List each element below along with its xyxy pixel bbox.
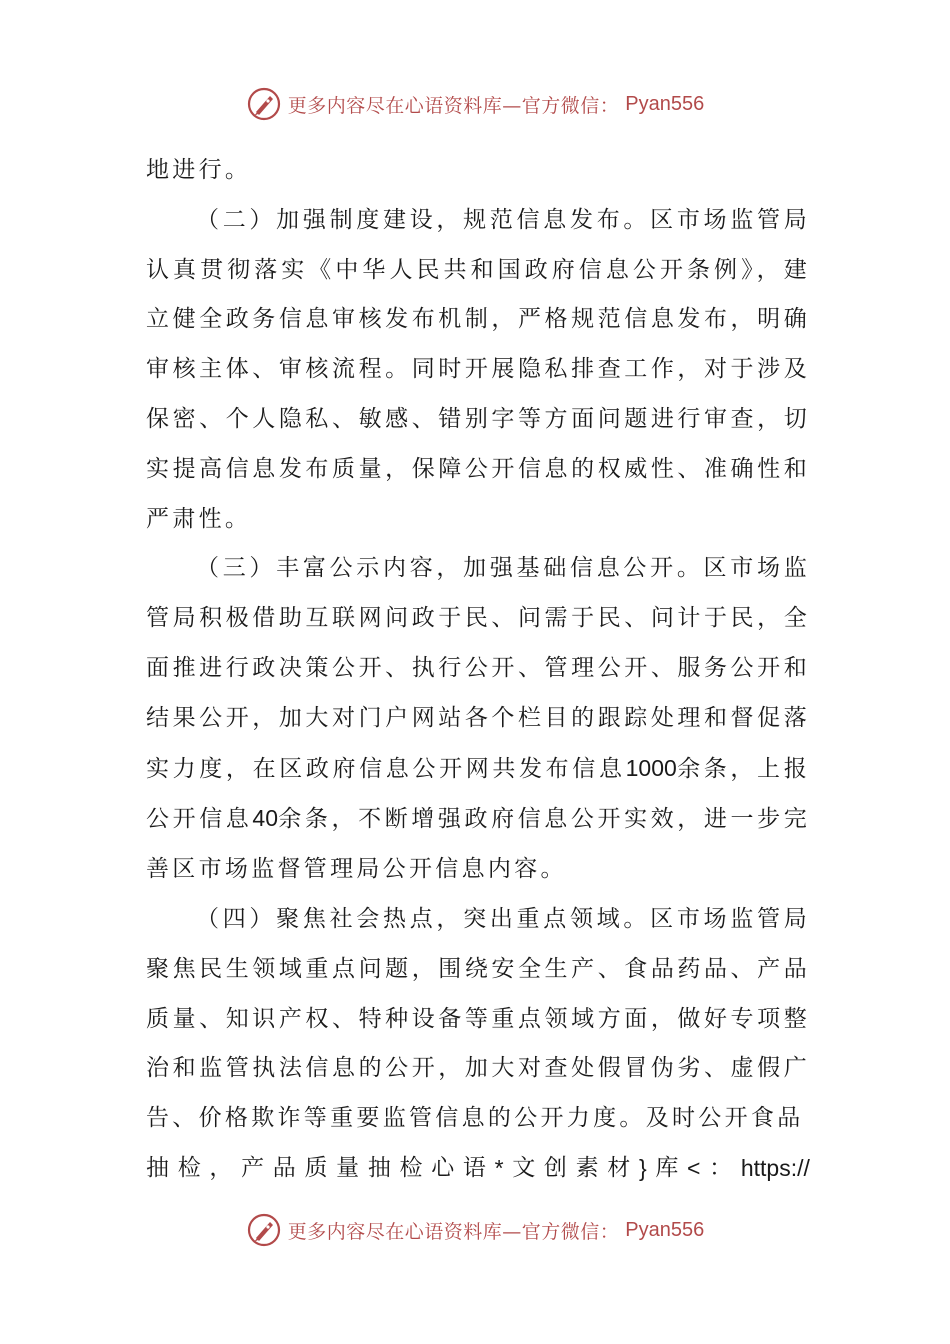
last-line-char: 质 (304, 1154, 328, 1181)
last-line-char: ： (709, 1154, 733, 1181)
paragraph-section-4-last-line (146, 1144, 810, 1194)
last-line-char: 抽 (367, 1154, 391, 1181)
last-line-char: 材 (607, 1154, 631, 1181)
last-line-char: 检 (177, 1154, 201, 1181)
paragraph-continuation: 地进行。 (146, 157, 252, 183)
last-line-char: < (687, 1154, 701, 1181)
pen-nib-logo-icon (246, 86, 282, 122)
document-body (146, 146, 810, 1194)
last-line-char: } (638, 1154, 647, 1181)
header-banner (0, 84, 950, 124)
count-reported: 40 (252, 805, 278, 832)
footer-banner (0, 1210, 950, 1250)
last-line-char: 语 (462, 1154, 486, 1181)
last-line-char: 素 (575, 1154, 599, 1181)
last-line-char: 库 (655, 1154, 679, 1181)
last-line-char: 检 (399, 1154, 423, 1181)
banner-wechat-id: Pyan556 (625, 1218, 705, 1241)
banner-text: 更多内容尽在心语资料库—官方微信： (287, 1220, 620, 1243)
paragraph-section-2: （二）加强制度建设，规范信息发布。区市场监管局认真贯彻落实《中华人民共和国政府信息公开条例》，建立健全政务信息审核发布机制，严格规范信息发布，明确审核主体、审核流程。同时开展隐私排查工作，对于涉及保密、个人隐私、敏感、错别字等方面问题进行审查，切实提高信息发布质量，保障公开信息的权威性、准确性和严肃性。 (146, 206, 810, 532)
last-line-char: ， (209, 1154, 233, 1181)
paragraph-section-4: （四）聚焦社会热点，突出重点领域。区市场监管局聚焦民生领域重点问题，围绕安全生产、食品药品、产品质量、知识产权、特种设备等重点领域方面，做好专项整治和监管执法信息的公开，加大对查处假冒伪劣、虚假广告、价格欺诈等重要监管信息的公开力度。及时公开食品 (146, 905, 810, 1132)
last-line-char: 文 (512, 1154, 536, 1181)
pen-nib-logo-icon (246, 1212, 282, 1248)
last-line-char: 抽 (146, 1154, 169, 1181)
paragraph-section-3 (146, 544, 810, 895)
paragraph-section-3-part-c: 余条，不断增强政府信息公开实效，进一步完善区市场监督管理局公开信息内容。 (146, 806, 811, 883)
paragraph-section-3-part-b: 余条，上报公开信息 (146, 755, 811, 833)
count-published: 1000 (625, 754, 677, 781)
paragraph-section-3-part-a: （三）丰富公示内容，加强基础信息公开。区市场监管局积极借助互联网问政于民、问需于民、问计于民，全面推进行政决策公开、执行公开、管理公开、服务公开和结果公开，加大对门户网站各个栏目的跟踪处理和督促落实力度，在区政府信息公开网共发布信息 (146, 555, 810, 782)
last-line-char: 产 (241, 1154, 265, 1181)
last-line-char: 创 (543, 1154, 567, 1181)
banner-text: 更多内容尽在心语资料库—官方微信： (287, 94, 620, 117)
last-line-char: 心 (431, 1154, 455, 1181)
last-line-char: 品 (272, 1154, 296, 1181)
last-line-url: https:// (740, 1154, 810, 1181)
banner-wechat-id: Pyan556 (625, 92, 705, 115)
last-line-char: * (494, 1154, 504, 1181)
last-line-char: 量 (336, 1154, 360, 1181)
